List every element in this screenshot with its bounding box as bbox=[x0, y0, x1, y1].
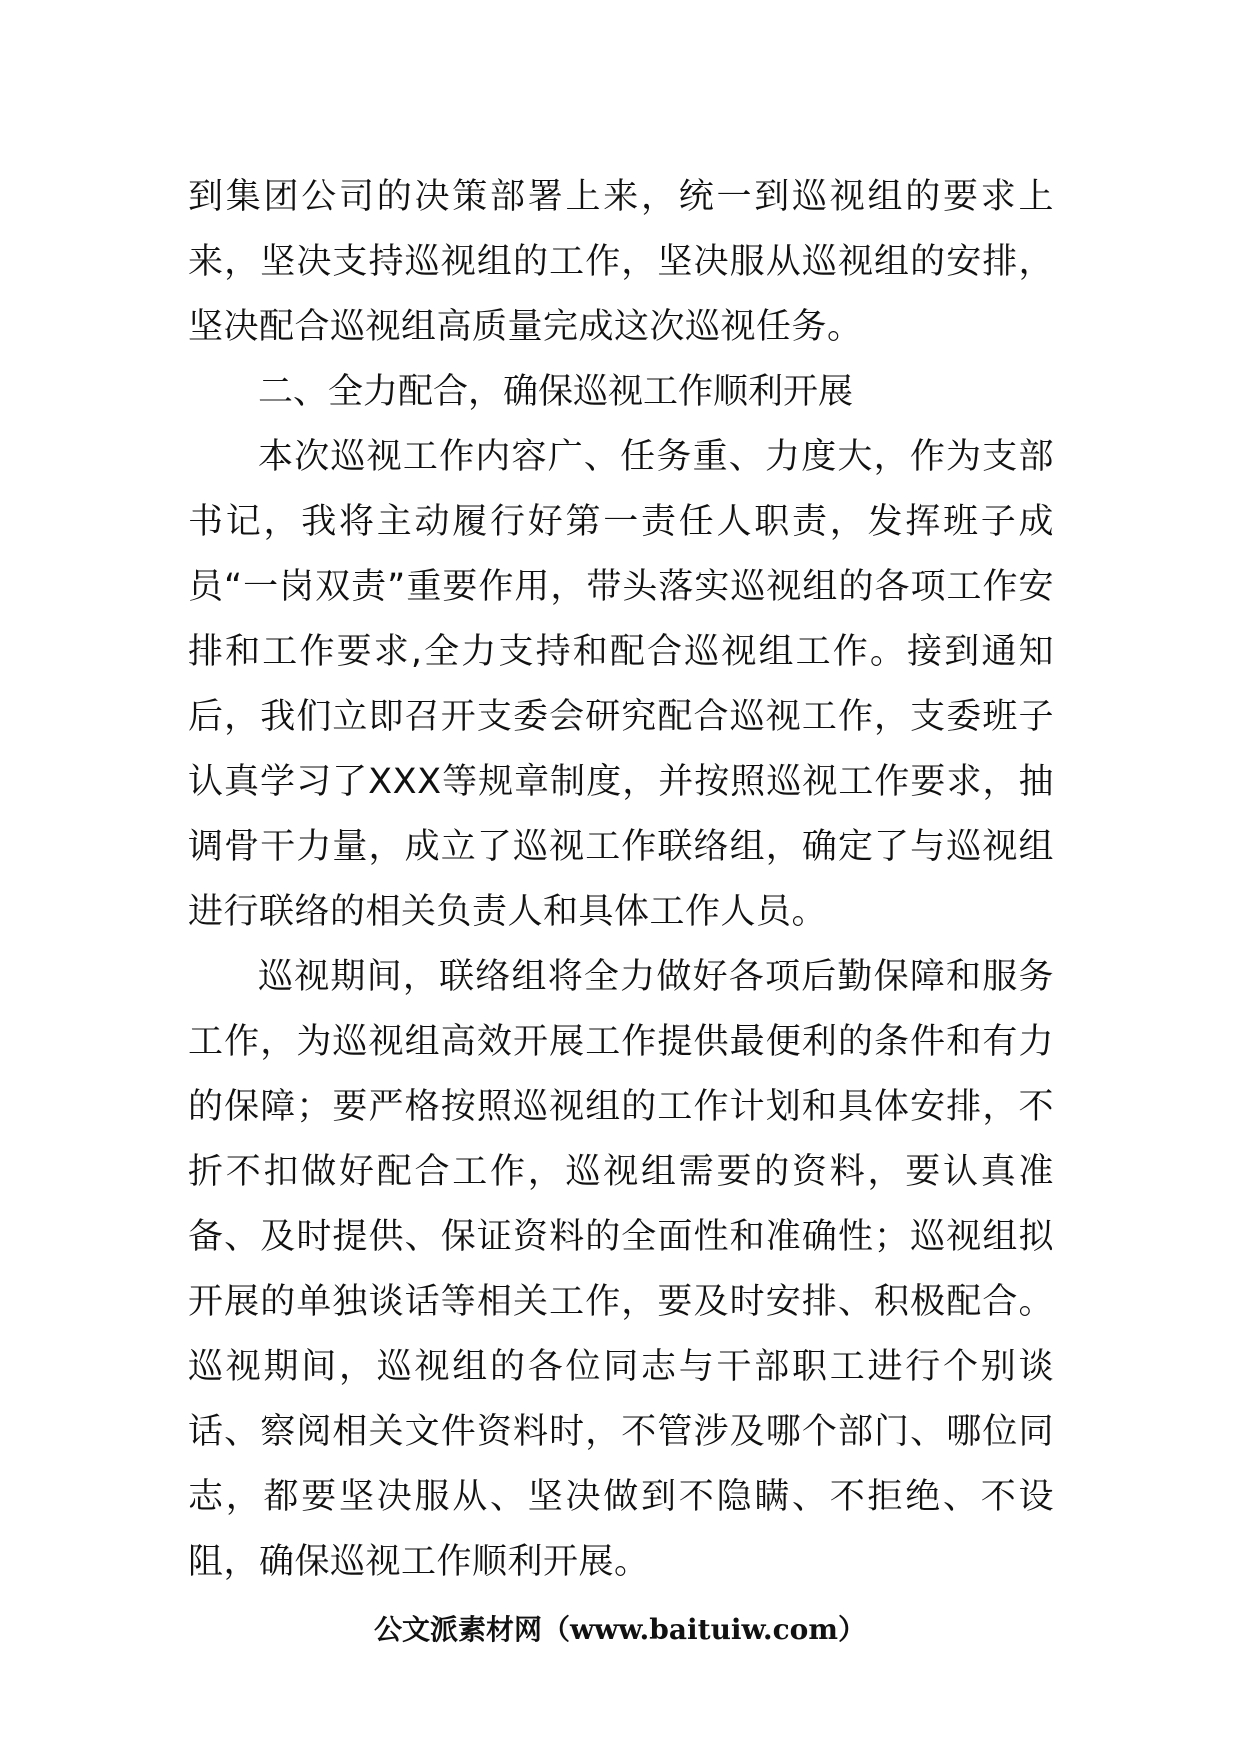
body-paragraph-1: 本次巡视工作内容广、任务重、力度大，作为支部书记，我将主动履行好第一责任人职责，发挥班子成员“一岗双责”重要作用，带头落实巡视组的各项工作安排和工作要求,全力支持和配合巡视组工作。接到通知后，我们立即召开支委会研究配合巡视工作，支委班子认真学习了XXX等规章制度，并按照巡视工作要求，抽调骨干力量，成立了巡视工作联络组，确定了与巡视组进行联络的相关负责人和具体工作人员。 bbox=[188, 437, 1054, 932]
continuation-paragraph: 到集团公司的决策部署上来，统一到巡视组的要求上来，坚决支持巡视组的工作，坚决服从巡视组的安排，坚决配合巡视组高质量完成这次巡视任务。 bbox=[188, 177, 1054, 347]
footer-watermark: 公文派素材网（www.baituiw.com） bbox=[374, 1613, 866, 1646]
body-paragraph-2: 巡视期间，联络组将全力做好各项后勤保障和服务工作，为巡视组高效开展工作提供最便利的条件和有力的保障；要严格按照巡视组的工作计划和具体安排，不折不扣做好配合工作，巡视组需要的资料，要认真准备、及时提供、保证资料的全面性和准确性；巡视组拟开展的单独谈话等相关工作，要及时安排、积极配合。巡视期间，巡视组的各位同志与干部职工进行个别谈话、察阅相关文件资料时，不管涉及哪个部门、哪位同志，都要坚决服从、坚决做到不隐瞒、不拒绝、不设阻，确保巡视工作顺利开展。 bbox=[188, 957, 1054, 1582]
section-heading: 二、全力配合，确保巡视工作顺利开展 bbox=[258, 372, 854, 412]
document-body bbox=[188, 165, 1054, 1595]
